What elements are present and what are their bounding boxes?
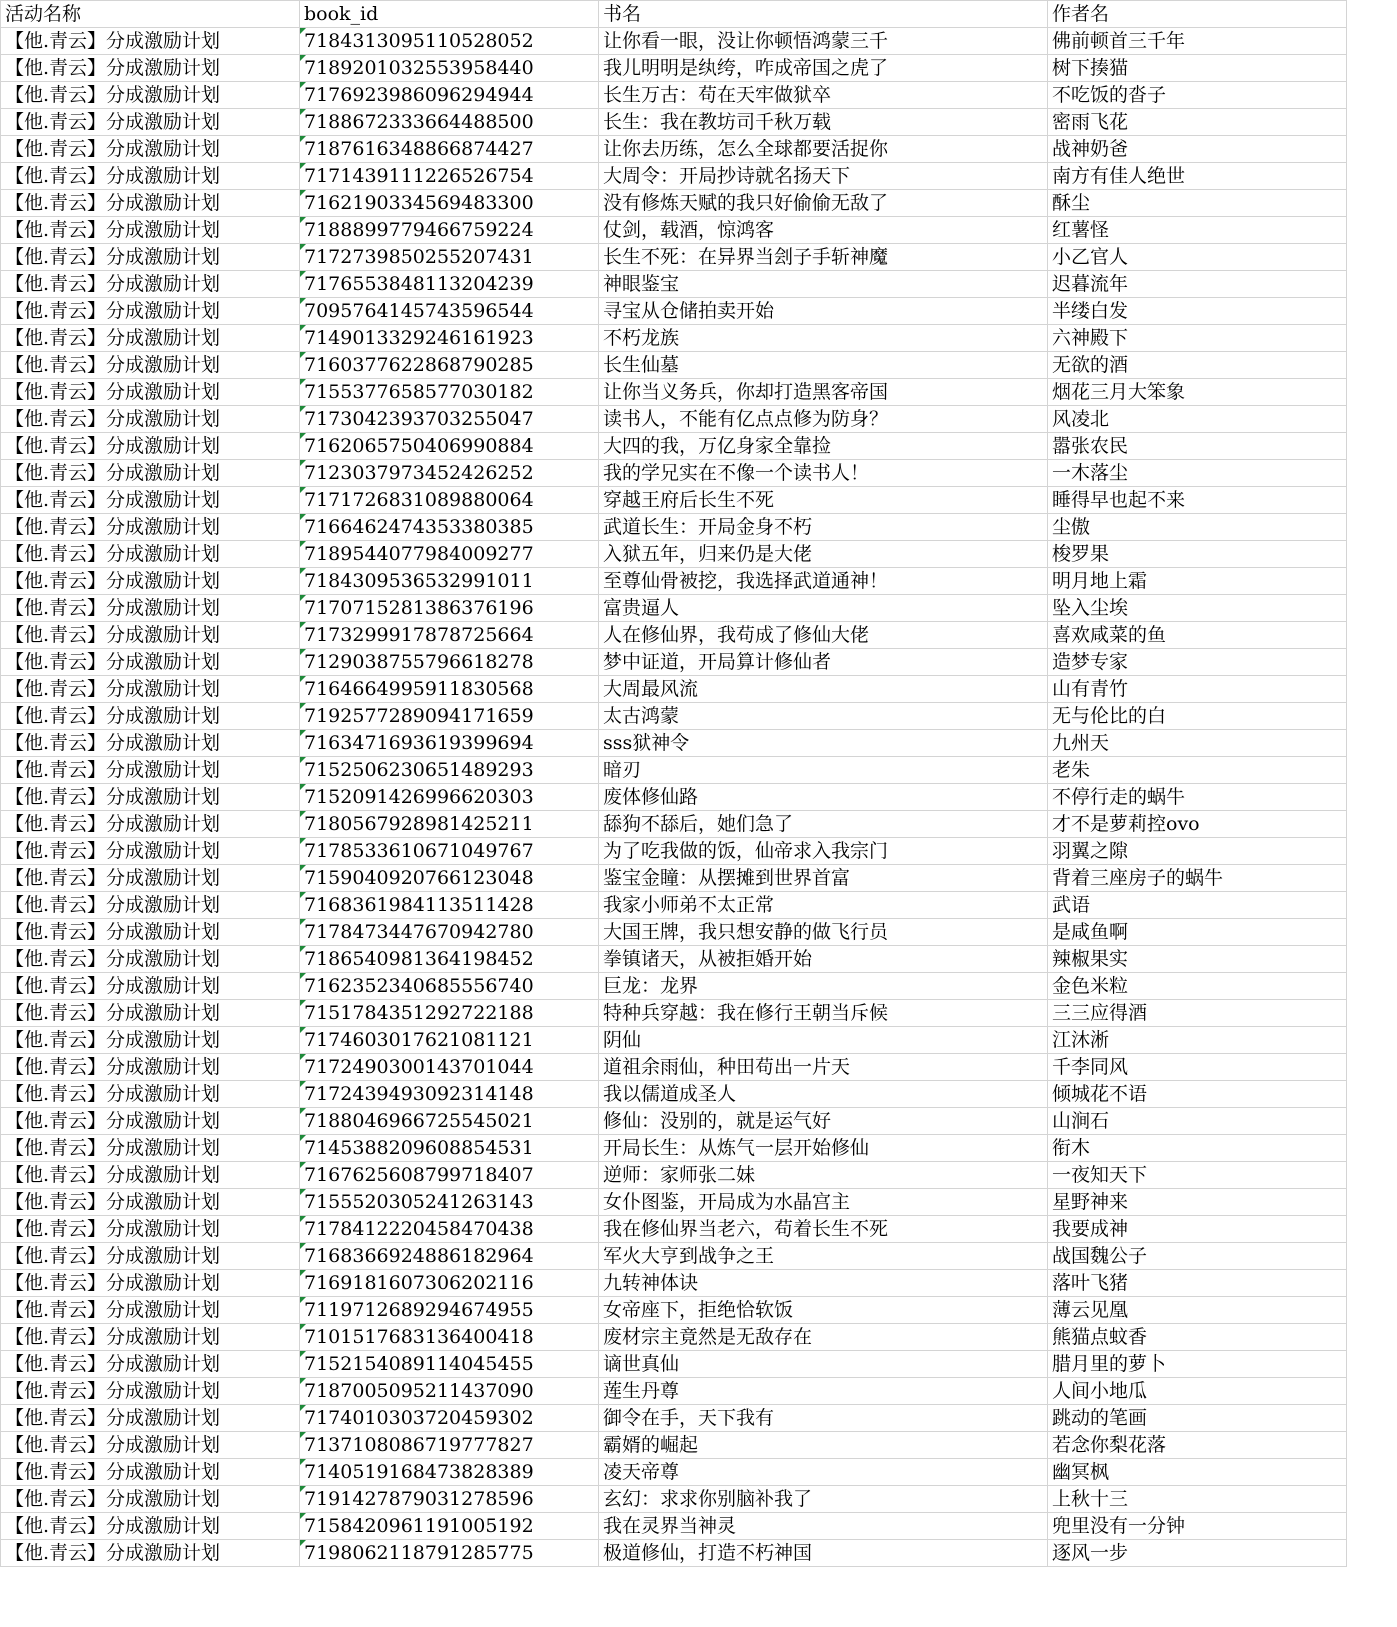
- cell-book-id[interactable]: 7119712689294674955: [300, 1297, 599, 1324]
- cell-book-id[interactable]: 7160377622868790285: [300, 352, 599, 379]
- cell-book-id[interactable]: 7192577289094171659: [300, 703, 599, 730]
- table-row: [1, 973, 1347, 1000]
- cell-book-id[interactable]: 7129038755796618278: [300, 649, 599, 676]
- cell-author-name[interactable]: 战国魏公子: [1048, 1243, 1347, 1270]
- cell-activity-name[interactable]: 【他.青云】分成激励计划: [1, 487, 300, 514]
- cell-book-id[interactable]: 7187616348866874427: [300, 136, 599, 163]
- cell-book-title[interactable]: 开局长生：从炼气一层开始修仙: [599, 1135, 1048, 1162]
- cell-book-title[interactable]: 女仆图鉴，开局成为水晶宫主: [599, 1189, 1048, 1216]
- table-row: [1, 1405, 1347, 1432]
- cell-book-id[interactable]: 7140519168473828389: [300, 1459, 599, 1486]
- table-row: [1, 1027, 1347, 1054]
- cell-book-id[interactable]: 7163471693619399694: [300, 730, 599, 757]
- cell-book-title[interactable]: 武道长生：开局金身不朽: [599, 514, 1048, 541]
- cell-book-title[interactable]: 阴仙: [599, 1027, 1048, 1054]
- table-row: [1, 541, 1347, 568]
- cell-book-id[interactable]: 7095764145743596544: [300, 298, 599, 325]
- cell-activity-name[interactable]: 【他.青云】分成激励计划: [1, 82, 300, 109]
- cell-book-title[interactable]: 废体修仙路: [599, 784, 1048, 811]
- cell-author-name[interactable]: 南方有佳人绝世: [1048, 163, 1347, 190]
- cell-activity-name[interactable]: 【他.青云】分成激励计划: [1, 811, 300, 838]
- cell-book-id[interactable]: 7123037973452426252: [300, 460, 599, 487]
- table-row: [1, 811, 1347, 838]
- table-row: [1, 1108, 1347, 1135]
- table-row: [1, 784, 1347, 811]
- cell-author-name[interactable]: 酥尘: [1048, 190, 1347, 217]
- cell-book-id[interactable]: 7166462474353380385: [300, 514, 599, 541]
- header-book-id[interactable]: book_id: [300, 1, 599, 28]
- cell-author-name[interactable]: 嚣张农民: [1048, 433, 1347, 460]
- cell-book-title[interactable]: 仗剑，载酒，惊鸿客: [599, 217, 1048, 244]
- cell-book-id[interactable]: 7172490300143701044: [300, 1054, 599, 1081]
- table-row: [1, 271, 1347, 298]
- cell-book-id[interactable]: 7164664995911830568: [300, 676, 599, 703]
- cell-activity-name[interactable]: 【他.青云】分成激励计划: [1, 217, 300, 244]
- cell-book-title[interactable]: 逆师：家师张二妹: [599, 1162, 1048, 1189]
- cell-activity-name[interactable]: 【他.青云】分成激励计划: [1, 1351, 300, 1378]
- cell-author-name[interactable]: 半缕白发: [1048, 298, 1347, 325]
- cell-book-title[interactable]: 让你看一眼，没让你顿悟鸿蒙三千: [599, 28, 1048, 55]
- cell-book-title[interactable]: 特种兵穿越：我在修行王朝当斥候: [599, 1000, 1048, 1027]
- cell-book-id[interactable]: 7171726831089880064: [300, 487, 599, 514]
- cell-book-title[interactable]: 大周令：开局抄诗就名扬天下: [599, 163, 1048, 190]
- cell-author-name[interactable]: 千李同风: [1048, 1054, 1347, 1081]
- cell-book-title[interactable]: 大周最风流: [599, 676, 1048, 703]
- table-row: [1, 217, 1347, 244]
- cell-book-title[interactable]: 富贵逼人: [599, 595, 1048, 622]
- cell-author-name[interactable]: 衔木: [1048, 1135, 1347, 1162]
- table-row: [1, 109, 1347, 136]
- cell-activity-name[interactable]: 【他.青云】分成激励计划: [1, 1027, 300, 1054]
- cell-book-title[interactable]: 我家小师弟不太正常: [599, 892, 1048, 919]
- cell-book-title[interactable]: 神眼鉴宝: [599, 271, 1048, 298]
- header-row: [1, 1, 1347, 28]
- cell-activity-name[interactable]: 【他.青云】分成激励计划: [1, 838, 300, 865]
- cell-activity-name[interactable]: 【他.青云】分成激励计划: [1, 1297, 300, 1324]
- table-row: [1, 1540, 1347, 1567]
- cell-activity-name[interactable]: 【他.青云】分成激励计划: [1, 649, 300, 676]
- cell-book-id[interactable]: 7188672333664488500: [300, 109, 599, 136]
- cell-activity-name[interactable]: 【他.青云】分成激励计划: [1, 892, 300, 919]
- cell-author-name[interactable]: 密雨飞花: [1048, 109, 1347, 136]
- table-row: [1, 865, 1347, 892]
- table-row: [1, 1378, 1347, 1405]
- cell-activity-name[interactable]: 【他.青云】分成激励计划: [1, 919, 300, 946]
- cell-author-name[interactable]: 跳动的笔画: [1048, 1405, 1347, 1432]
- table-row: [1, 919, 1347, 946]
- cell-author-name[interactable]: 佛前顿首三千年: [1048, 28, 1347, 55]
- cell-book-id[interactable]: 7169181607306202116: [300, 1270, 599, 1297]
- cell-activity-name[interactable]: 【他.青云】分成激励计划: [1, 1000, 300, 1027]
- cell-author-name[interactable]: 坠入尘埃: [1048, 595, 1347, 622]
- cell-activity-name[interactable]: 【他.青云】分成激励计划: [1, 433, 300, 460]
- cell-author-name[interactable]: 小乙官人: [1048, 244, 1347, 271]
- cell-activity-name[interactable]: 【他.青云】分成激励计划: [1, 514, 300, 541]
- cell-author-name[interactable]: 人间小地瓜: [1048, 1378, 1347, 1405]
- table-row: [1, 946, 1347, 973]
- cell-book-title[interactable]: 莲生丹尊: [599, 1378, 1048, 1405]
- cell-author-name[interactable]: 我要成神: [1048, 1216, 1347, 1243]
- table-row: [1, 163, 1347, 190]
- cell-author-name[interactable]: 逐风一步: [1048, 1540, 1347, 1567]
- cell-book-title[interactable]: 长生不死：在异界当刽子手斩神魔: [599, 244, 1048, 271]
- cell-author-name[interactable]: 不吃饭的沓子: [1048, 82, 1347, 109]
- cell-book-title[interactable]: 军火大亨到战争之王: [599, 1243, 1048, 1270]
- cell-author-name[interactable]: 喜欢咸菜的鱼: [1048, 622, 1347, 649]
- cell-activity-name[interactable]: 【他.青云】分成激励计划: [1, 784, 300, 811]
- cell-book-id[interactable]: 7198062118791285775: [300, 1540, 599, 1567]
- table-row: [1, 1000, 1347, 1027]
- cell-activity-name[interactable]: 【他.青云】分成激励计划: [1, 1270, 300, 1297]
- cell-book-id[interactable]: 7171439111226526754: [300, 163, 599, 190]
- cell-book-title[interactable]: 我以儒道成圣人: [599, 1081, 1048, 1108]
- cell-author-name[interactable]: 一木落尘: [1048, 460, 1347, 487]
- cell-book-id[interactable]: 7178412220458470438: [300, 1216, 599, 1243]
- cell-book-id[interactable]: 7167625608799718407: [300, 1162, 599, 1189]
- cell-book-title[interactable]: 为了吃我做的饭，仙帝求入我宗门: [599, 838, 1048, 865]
- cell-activity-name[interactable]: 【他.青云】分成激励计划: [1, 1486, 300, 1513]
- table-row: [1, 460, 1347, 487]
- cell-activity-name[interactable]: 【他.青云】分成激励计划: [1, 865, 300, 892]
- cell-activity-name[interactable]: 【他.青云】分成激励计划: [1, 1108, 300, 1135]
- cell-activity-name[interactable]: 【他.青云】分成激励计划: [1, 676, 300, 703]
- table-row: [1, 190, 1347, 217]
- cell-book-id[interactable]: 7173042393703255047: [300, 406, 599, 433]
- cell-activity-name[interactable]: 【他.青云】分成激励计划: [1, 28, 300, 55]
- cell-book-title[interactable]: 道祖余雨仙，种田苟出一片天: [599, 1054, 1048, 1081]
- cell-activity-name[interactable]: 【他.青云】分成激励计划: [1, 1243, 300, 1270]
- cell-activity-name[interactable]: 【他.青云】分成激励计划: [1, 568, 300, 595]
- table-row: [1, 1459, 1347, 1486]
- header-activity-name[interactable]: 活动名称: [1, 1, 300, 28]
- cell-author-name[interactable]: 星野神来: [1048, 1189, 1347, 1216]
- cell-book-title[interactable]: 大四的我，万亿身家全靠捡: [599, 433, 1048, 460]
- cell-author-name[interactable]: 金色米粒: [1048, 973, 1347, 1000]
- cell-book-title[interactable]: sss狱神令: [599, 730, 1048, 757]
- cell-book-id[interactable]: 7178473447670942780: [300, 919, 599, 946]
- table-row: [1, 28, 1347, 55]
- cell-book-title[interactable]: 长生万古：苟在天牢做狱卒: [599, 82, 1048, 109]
- table-row: [1, 514, 1347, 541]
- table-row: [1, 703, 1347, 730]
- cell-book-title[interactable]: 玄幻：求求你别脑补我了: [599, 1486, 1048, 1513]
- cell-book-title[interactable]: 穿越王府后长生不死: [599, 487, 1048, 514]
- cell-author-name[interactable]: 一夜知天下: [1048, 1162, 1347, 1189]
- cell-author-name[interactable]: 山涧石: [1048, 1108, 1347, 1135]
- cell-author-name[interactable]: 睡得早也起不来: [1048, 487, 1347, 514]
- cell-book-id[interactable]: 7189201032553958440: [300, 55, 599, 82]
- cell-author-name[interactable]: 江沐淅: [1048, 1027, 1347, 1054]
- cell-activity-name[interactable]: 【他.青云】分成激励计划: [1, 946, 300, 973]
- cell-book-id[interactable]: 7176553848113204239: [300, 271, 599, 298]
- cell-activity-name[interactable]: 【他.青云】分成激励计划: [1, 1324, 300, 1351]
- cell-activity-name[interactable]: 【他.青云】分成激励计划: [1, 622, 300, 649]
- cell-book-title[interactable]: 暗刃: [599, 757, 1048, 784]
- cell-book-title[interactable]: 凌天帝尊: [599, 1459, 1048, 1486]
- cell-book-id[interactable]: 7101517683136400418: [300, 1324, 599, 1351]
- cell-book-title[interactable]: 让你去历练，怎么全球都要活捉你: [599, 136, 1048, 163]
- cell-book-title[interactable]: 长生：我在教坊司千秋万载: [599, 109, 1048, 136]
- cell-book-id[interactable]: 7180567928981425211: [300, 811, 599, 838]
- table-row: [1, 1216, 1347, 1243]
- cell-book-title[interactable]: 人在修仙界，我苟成了修仙大佬: [599, 622, 1048, 649]
- cell-activity-name[interactable]: 【他.青云】分成激励计划: [1, 973, 300, 1000]
- cell-activity-name[interactable]: 【他.青云】分成激励计划: [1, 1459, 300, 1486]
- cell-book-title[interactable]: 我儿明明是纨绔，咋成帝国之虎了: [599, 55, 1048, 82]
- cell-book-id[interactable]: 7178533610671049767: [300, 838, 599, 865]
- cell-book-title[interactable]: 入狱五年，归来仍是大佬: [599, 541, 1048, 568]
- table-row: [1, 568, 1347, 595]
- cell-activity-name[interactable]: 【他.青云】分成激励计划: [1, 379, 300, 406]
- table-row: [1, 1432, 1347, 1459]
- table-row: [1, 244, 1347, 271]
- cell-author-name[interactable]: 薄云见凰: [1048, 1297, 1347, 1324]
- cell-author-name[interactable]: 造梦专家: [1048, 649, 1347, 676]
- cell-book-id[interactable]: 7187005095211437090: [300, 1378, 599, 1405]
- table-row: [1, 1324, 1347, 1351]
- cell-author-name[interactable]: 羽翼之隙: [1048, 838, 1347, 865]
- table-row: [1, 757, 1347, 784]
- cell-book-title[interactable]: 女帝座下，拒绝恰软饭: [599, 1297, 1048, 1324]
- cell-activity-name[interactable]: 【他.青云】分成激励计划: [1, 325, 300, 352]
- cell-book-title[interactable]: 我在修仙界当老六，苟着长生不死: [599, 1216, 1048, 1243]
- cell-book-title[interactable]: 舔狗不舔后，她们急了: [599, 811, 1048, 838]
- cell-activity-name[interactable]: 【他.青云】分成激励计划: [1, 55, 300, 82]
- cell-book-id[interactable]: 7186540981364198452: [300, 946, 599, 973]
- cell-book-title[interactable]: 拳镇诸天，从被拒婚开始: [599, 946, 1048, 973]
- table-row: [1, 1297, 1347, 1324]
- cell-author-name[interactable]: 落叶飞猪: [1048, 1270, 1347, 1297]
- cell-author-name[interactable]: 无欲的酒: [1048, 352, 1347, 379]
- table-row: [1, 298, 1347, 325]
- table-row: [1, 136, 1347, 163]
- cell-book-id[interactable]: 7184309536532991011: [300, 568, 599, 595]
- cell-book-title[interactable]: 霸婿的崛起: [599, 1432, 1048, 1459]
- cell-author-name[interactable]: 若念你梨花落: [1048, 1432, 1347, 1459]
- cell-book-id[interactable]: 7155377658577030182: [300, 379, 599, 406]
- table-row: [1, 1351, 1347, 1378]
- cell-author-name[interactable]: 幽冥枫: [1048, 1459, 1347, 1486]
- table-row: [1, 379, 1347, 406]
- cell-book-id[interactable]: 7176923986096294944: [300, 82, 599, 109]
- cell-author-name[interactable]: 九州天: [1048, 730, 1347, 757]
- table-row: [1, 730, 1347, 757]
- cell-book-title[interactable]: 御令在手，天下我有: [599, 1405, 1048, 1432]
- cell-book-title[interactable]: 我的学兄实在不像一个读书人！: [599, 460, 1048, 487]
- cell-book-id[interactable]: 7152506230651489293: [300, 757, 599, 784]
- cell-book-id[interactable]: 7152154089114045455: [300, 1351, 599, 1378]
- table-row: [1, 892, 1347, 919]
- cell-activity-name[interactable]: 【他.青云】分成激励计划: [1, 1513, 300, 1540]
- cell-author-name[interactable]: 尘傲: [1048, 514, 1347, 541]
- cell-author-name[interactable]: 风凌北: [1048, 406, 1347, 433]
- cell-book-title[interactable]: 大国王牌，我只想安静的做飞行员: [599, 919, 1048, 946]
- table-row: [1, 433, 1347, 460]
- cell-author-name[interactable]: 三三应得酒: [1048, 1000, 1347, 1027]
- cell-book-title[interactable]: 巨龙：龙界: [599, 973, 1048, 1000]
- cell-author-name[interactable]: 倾城花不语: [1048, 1081, 1347, 1108]
- cell-author-name[interactable]: 辣椒果实: [1048, 946, 1347, 973]
- table-row: [1, 352, 1347, 379]
- cell-book-title[interactable]: 修仙：没别的，就是运气好: [599, 1108, 1048, 1135]
- cell-activity-name[interactable]: 【他.青云】分成激励计划: [1, 244, 300, 271]
- cell-author-name[interactable]: 梭罗果: [1048, 541, 1347, 568]
- table-row: [1, 1054, 1347, 1081]
- table-row: [1, 1081, 1347, 1108]
- cell-activity-name[interactable]: 【他.青云】分成激励计划: [1, 1216, 300, 1243]
- cell-book-title[interactable]: 太古鸿蒙: [599, 703, 1048, 730]
- table-row: [1, 622, 1347, 649]
- cell-book-id[interactable]: 7172439493092314148: [300, 1081, 599, 1108]
- cell-activity-name[interactable]: 【他.青云】分成激励计划: [1, 163, 300, 190]
- cell-book-id[interactable]: 7152091426996620303: [300, 784, 599, 811]
- cell-author-name[interactable]: 兜里没有一分钟: [1048, 1513, 1347, 1540]
- cell-book-title[interactable]: 废材宗主竟然是无敌存在: [599, 1324, 1048, 1351]
- cell-book-title[interactable]: 让你当义务兵，你却打造黑客帝国: [599, 379, 1048, 406]
- cell-activity-name[interactable]: 【他.青云】分成激励计划: [1, 1162, 300, 1189]
- cell-book-id[interactable]: 7191427879031278596: [300, 1486, 599, 1513]
- cell-author-name[interactable]: 烟花三月大笨象: [1048, 379, 1347, 406]
- cell-activity-name[interactable]: 【他.青云】分成激励计划: [1, 541, 300, 568]
- cell-activity-name[interactable]: 【他.青云】分成激励计划: [1, 298, 300, 325]
- cell-author-name[interactable]: 迟暮流年: [1048, 271, 1347, 298]
- cell-book-id[interactable]: 7173299917878725664: [300, 622, 599, 649]
- table-row: [1, 649, 1347, 676]
- cell-activity-name[interactable]: 【他.青云】分成激励计划: [1, 1081, 300, 1108]
- cell-book-id[interactable]: 7149013329246161923: [300, 325, 599, 352]
- cell-activity-name[interactable]: 【他.青云】分成激励计划: [1, 136, 300, 163]
- cell-activity-name[interactable]: 【他.青云】分成激励计划: [1, 1054, 300, 1081]
- cell-author-name[interactable]: 背着三座房子的蜗牛: [1048, 865, 1347, 892]
- cell-book-title[interactable]: 长生仙墓: [599, 352, 1048, 379]
- cell-author-name[interactable]: 武语: [1048, 892, 1347, 919]
- cell-activity-name[interactable]: 【他.青云】分成激励计划: [1, 352, 300, 379]
- cell-book-title[interactable]: 我在灵界当神灵: [599, 1513, 1048, 1540]
- cell-book-id[interactable]: 7172739850255207431: [300, 244, 599, 271]
- cell-author-name[interactable]: 战神奶爸: [1048, 136, 1347, 163]
- table-row: [1, 1243, 1347, 1270]
- cell-book-id[interactable]: 7184313095110528052: [300, 28, 599, 55]
- cell-book-id[interactable]: 7168366924886182964: [300, 1243, 599, 1270]
- table-row: [1, 1486, 1347, 1513]
- cell-activity-name[interactable]: 【他.青云】分成激励计划: [1, 1405, 300, 1432]
- table-row: [1, 325, 1347, 352]
- cell-activity-name[interactable]: 【他.青云】分成激励计划: [1, 1540, 300, 1567]
- cell-book-title[interactable]: 寻宝从仓储拍卖开始: [599, 298, 1048, 325]
- table-row: [1, 55, 1347, 82]
- table-row: [1, 1270, 1347, 1297]
- header-author-name[interactable]: 作者名: [1048, 1, 1347, 28]
- cell-activity-name[interactable]: 【他.青云】分成激励计划: [1, 1135, 300, 1162]
- header-book-title[interactable]: 书名: [599, 1, 1048, 28]
- table-row: [1, 82, 1347, 109]
- cell-book-id[interactable]: 7155520305241263143: [300, 1189, 599, 1216]
- cell-activity-name[interactable]: 【他.青云】分成激励计划: [1, 1378, 300, 1405]
- cell-activity-name[interactable]: 【他.青云】分成激励计划: [1, 730, 300, 757]
- cell-book-id[interactable]: 7170715281386376196: [300, 595, 599, 622]
- cell-activity-name[interactable]: 【他.青云】分成激励计划: [1, 406, 300, 433]
- table-row: [1, 1513, 1347, 1540]
- table-row: [1, 1162, 1347, 1189]
- cell-author-name[interactable]: 才不是萝莉控ovo: [1048, 811, 1347, 838]
- cell-activity-name[interactable]: 【他.青云】分成激励计划: [1, 1189, 300, 1216]
- cell-activity-name[interactable]: 【他.青云】分成激励计划: [1, 1432, 300, 1459]
- cell-activity-name[interactable]: 【他.青云】分成激励计划: [1, 703, 300, 730]
- cell-author-name[interactable]: 不停行走的蜗牛: [1048, 784, 1347, 811]
- table-row: [1, 676, 1347, 703]
- table-row: [1, 1135, 1347, 1162]
- cell-activity-name[interactable]: 【他.青云】分成激励计划: [1, 109, 300, 136]
- cell-book-id[interactable]: 7137108086719777827: [300, 1432, 599, 1459]
- cell-book-title[interactable]: 没有修炼天赋的我只好偷偷无敌了: [599, 190, 1048, 217]
- cell-author-name[interactable]: 无与伦比的白: [1048, 703, 1347, 730]
- cell-activity-name[interactable]: 【他.青云】分成激励计划: [1, 271, 300, 298]
- cell-author-name[interactable]: 红薯怪: [1048, 217, 1347, 244]
- cell-book-id[interactable]: 7159040920766123048: [300, 865, 599, 892]
- cell-activity-name[interactable]: 【他.青云】分成激励计划: [1, 595, 300, 622]
- cell-author-name[interactable]: 树下揍猫: [1048, 55, 1347, 82]
- table-row: [1, 406, 1347, 433]
- cell-book-title[interactable]: 梦中证道，开局算计修仙者: [599, 649, 1048, 676]
- cell-book-id[interactable]: 7151784351292722188: [300, 1000, 599, 1027]
- cell-book-id[interactable]: 7162065750406990884: [300, 433, 599, 460]
- cell-book-id[interactable]: 7162352340685556740: [300, 973, 599, 1000]
- cell-author-name[interactable]: 上秋十三: [1048, 1486, 1347, 1513]
- cell-book-id[interactable]: 7189544077984009277: [300, 541, 599, 568]
- cell-book-id[interactable]: 7188046966725545021: [300, 1108, 599, 1135]
- cell-author-name[interactable]: 六神殿下: [1048, 325, 1347, 352]
- table-row: [1, 1189, 1347, 1216]
- cell-book-id[interactable]: 7158420961191005192: [300, 1513, 599, 1540]
- cell-author-name[interactable]: 明月地上霜: [1048, 568, 1347, 595]
- table-row: [1, 595, 1347, 622]
- cell-book-title[interactable]: 读书人，不能有亿点点修为防身？: [599, 406, 1048, 433]
- cell-book-title[interactable]: 至尊仙骨被挖，我选择武道通神！: [599, 568, 1048, 595]
- cell-author-name[interactable]: 熊猫点蚊香: [1048, 1324, 1347, 1351]
- cell-author-name[interactable]: 腊月里的萝卜: [1048, 1351, 1347, 1378]
- cell-author-name[interactable]: 山有青竹: [1048, 676, 1347, 703]
- cell-book-id[interactable]: 7174010303720459302: [300, 1405, 599, 1432]
- cell-book-title[interactable]: 不朽龙族: [599, 325, 1048, 352]
- cell-book-title[interactable]: 九转神体诀: [599, 1270, 1048, 1297]
- cell-author-name[interactable]: 是咸鱼啊: [1048, 919, 1347, 946]
- table-row: [1, 838, 1347, 865]
- cell-book-id[interactable]: 7188899779466759224: [300, 217, 599, 244]
- cell-activity-name[interactable]: 【他.青云】分成激励计划: [1, 757, 300, 784]
- cell-book-title[interactable]: 鉴宝金瞳：从摆摊到世界首富: [599, 865, 1048, 892]
- cell-book-title[interactable]: 极道修仙，打造不朽神国: [599, 1540, 1048, 1567]
- cell-book-id[interactable]: 7168361984113511428: [300, 892, 599, 919]
- cell-author-name[interactable]: 老朱: [1048, 757, 1347, 784]
- table-row: [1, 487, 1347, 514]
- cell-book-id[interactable]: 7162190334569483300: [300, 190, 599, 217]
- cell-activity-name[interactable]: 【他.青云】分成激励计划: [1, 460, 300, 487]
- cell-activity-name[interactable]: 【他.青云】分成激励计划: [1, 190, 300, 217]
- cell-book-id[interactable]: 7174603017621081121: [300, 1027, 599, 1054]
- cell-book-id[interactable]: 7145388209608854531: [300, 1135, 599, 1162]
- cell-book-title[interactable]: 谪世真仙: [599, 1351, 1048, 1378]
